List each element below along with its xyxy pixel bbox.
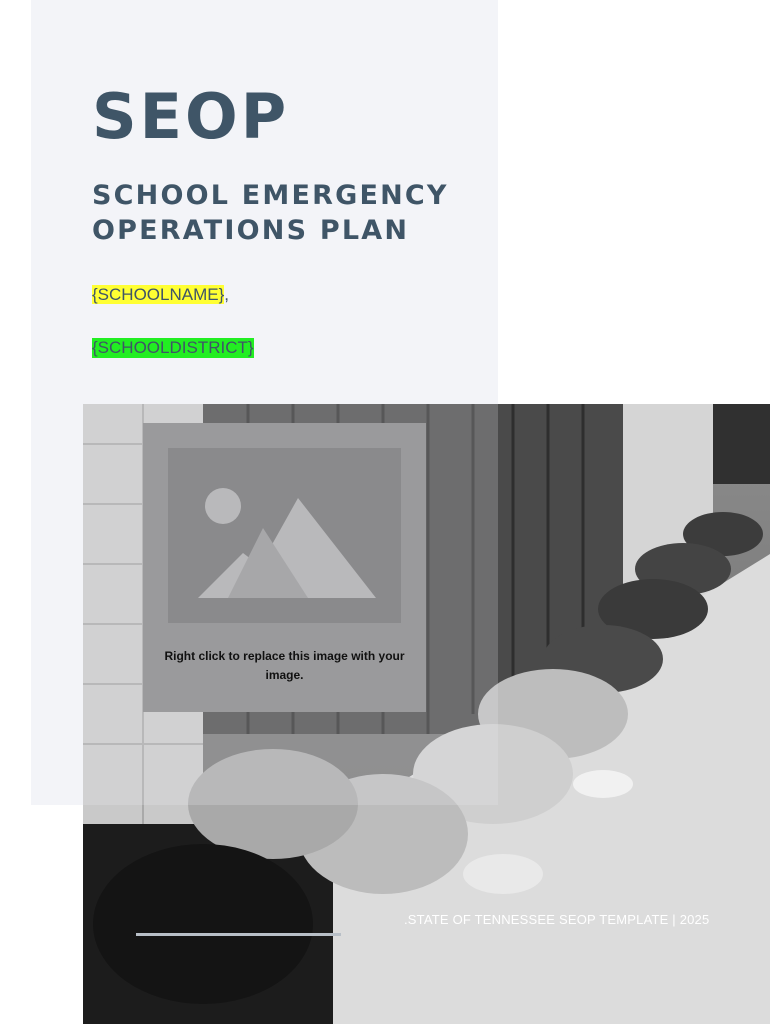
school-name-field[interactable]: {SCHOOLNAME} <box>92 285 225 304</box>
school-name-line <box>92 285 229 305</box>
image-placeholder-frame <box>168 448 401 623</box>
footer-accent-line <box>136 933 341 936</box>
footer-divider <box>341 934 741 935</box>
document-title: SEOP <box>92 80 290 153</box>
school-name-suffix: , <box>224 285 229 304</box>
image-placeholder-icon <box>168 448 401 623</box>
document-subtitle: SCHOOL EMERGENCY OPERATIONS PLAN <box>92 180 449 247</box>
image-placeholder[interactable] <box>143 423 426 712</box>
footer-text: .STATE OF TENNESSEE SEOP TEMPLATE | 2025 <box>404 912 710 927</box>
school-district-field[interactable]: {SCHOOLDISTRICT} <box>92 338 254 357</box>
image-placeholder-text: Right click to replace this image with your image. <box>164 649 405 683</box>
